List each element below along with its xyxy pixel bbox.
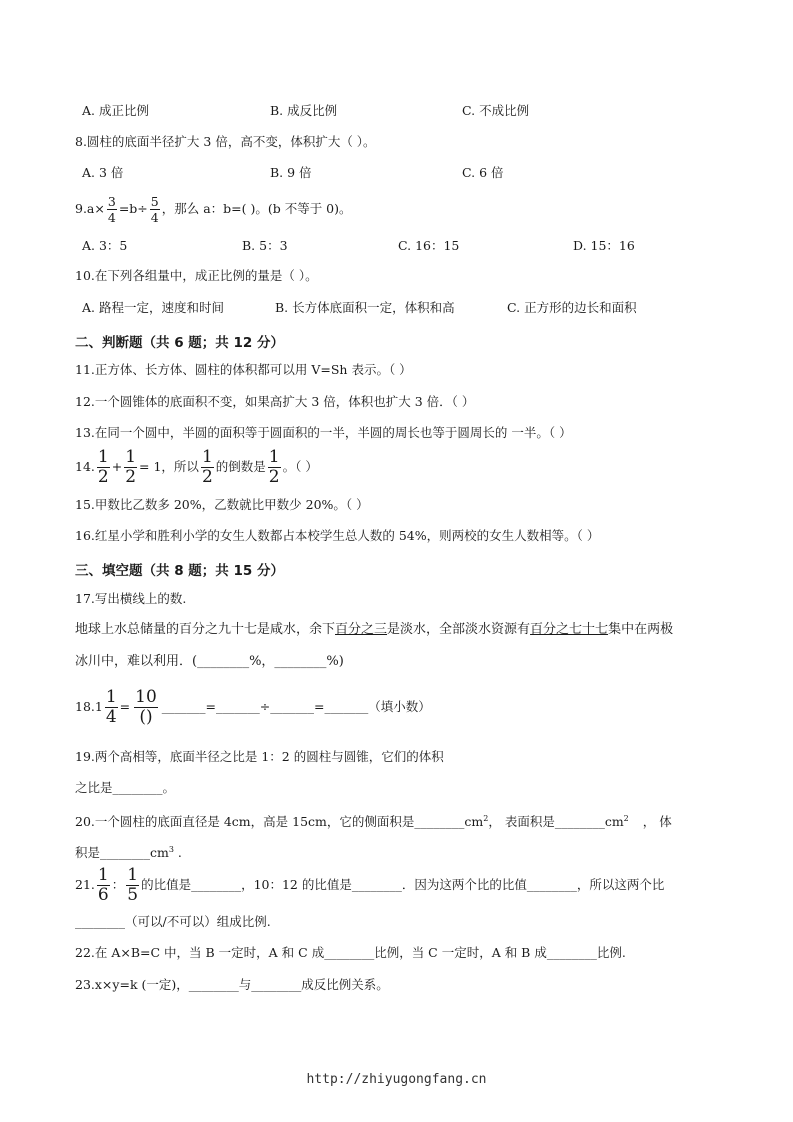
q18-f1-denominator: 4	[105, 707, 117, 727]
q9-option-d: D. 15：16	[573, 238, 635, 253]
q9-option-a: A. 3：5	[82, 238, 128, 253]
q8-option-b: B. 9 倍	[270, 165, 312, 180]
question-17-line-1	[75, 622, 673, 638]
q14-f1-denominator: 2	[97, 467, 109, 487]
q9-f1-denominator: 4	[107, 210, 116, 225]
question-17-line-2: 冰川中，难以利用．(________%，________%)	[75, 654, 344, 669]
q18-fraction-2	[134, 688, 158, 727]
question-19-line-2: 之比是________。	[75, 780, 176, 795]
q9-fraction-1	[107, 194, 117, 225]
q21-fraction-1	[97, 866, 110, 905]
q14-equals: = 1，所以	[139, 459, 199, 474]
q20-part-e: .	[173, 845, 182, 861]
q7-option-c: C. 不成比例	[462, 103, 530, 118]
q9-f2-denominator: 4	[150, 210, 159, 225]
q17-text-b: 是淡水，全部淡水资源有	[387, 622, 531, 637]
question-8: 8.圆柱的底面半径扩大 3 倍，高不变，体积扩大（ ）。	[75, 134, 376, 149]
q21-colon: ：	[111, 877, 125, 892]
q20-part-c: ， 体	[642, 814, 672, 830]
q14-f2-denominator: 2	[125, 467, 137, 487]
q17-text-a: 地球上水总储量的百分之九十七是咸水，余下	[75, 622, 336, 637]
q18-equals: =	[119, 699, 131, 714]
footer-url: http://zhiyugongfang.cn	[306, 1072, 487, 1087]
question-19-line-1: 19.两个高相等，底面半径之比是 1：2 的圆柱与圆锥，它们的体积	[75, 749, 444, 764]
section-3-heading: 三、填空题（共 8 题；共 15 分）	[75, 563, 284, 579]
q14-f3-numerator: 1	[201, 447, 213, 467]
question-18	[75, 683, 431, 731]
question-13: 13.在同一个圆中，半圆的面积等于圆面积的一半，半圆的周长也等于圆周长的 一半。（ ）	[75, 425, 572, 440]
section-2-heading: 二、判断题（共 6 题；共 12 分）	[75, 335, 284, 351]
q14-f2-numerator: 1	[125, 447, 137, 467]
q10-option-a: A. 路程一定，速度和时间	[82, 300, 224, 315]
q14-f4-denominator: 2	[268, 467, 280, 487]
q21-f2-numerator: 1	[127, 865, 139, 885]
q14-prefix: 14.	[75, 459, 95, 474]
q18-prefix: 18.1	[75, 699, 103, 714]
q17-underlined-2: 百分之七十七	[530, 622, 609, 637]
q9-option-c: C. 16：15	[398, 238, 460, 253]
question-20-line-2	[75, 842, 182, 861]
q20-part-b: ， 表面积是________cm	[488, 814, 624, 830]
question-15: 15.甲数比乙数多 20%，乙数就比甲数少 20%。（ ）	[75, 497, 369, 512]
q10-option-b: B. 长方体底面积一定，体积和高	[275, 300, 455, 315]
q18-f2-denominator: ()	[139, 707, 153, 727]
q10-option-c: C. 正方形的边长和面积	[507, 300, 637, 315]
q7-option-a: A. 成正比例	[82, 103, 149, 118]
q18-f1-numerator: 1	[105, 687, 117, 707]
q21-fraction-2	[126, 866, 139, 905]
q21-prefix: 21.	[75, 877, 95, 892]
q18-fraction-1	[105, 688, 118, 727]
question-9	[75, 192, 352, 226]
q9-mid: =b÷	[118, 201, 148, 216]
q14-f3-denominator: 2	[201, 467, 213, 487]
q9-option-b: B. 5：3	[242, 238, 288, 253]
q21-f1-numerator: 1	[97, 865, 109, 885]
q14-plus: +	[111, 459, 123, 474]
q9-f2-numerator: 5	[150, 194, 159, 209]
question-17-title: 17.写出横线上的数.	[75, 591, 187, 606]
question-20-line-1	[75, 811, 672, 830]
q21-f1-denominator: 6	[97, 885, 109, 905]
question-21-line-2: ________（可以/不可以）组成比例.	[75, 914, 271, 929]
q14-f4-numerator: 1	[268, 447, 280, 467]
q14-fraction-1	[97, 448, 110, 487]
q20-sup-3: 3	[168, 845, 174, 854]
question-14	[75, 446, 318, 488]
q7-option-b: B. 成反比例	[270, 103, 338, 118]
q20-sup-2: 2	[623, 814, 629, 823]
q21-f2-denominator: 5	[127, 885, 139, 905]
question-22: 22.在 A×B=C 中，当 B 一定时，A 和 C 成________比例，当 C 一定时，A 和 B 成________比例.	[75, 945, 626, 960]
q9-f1-numerator: 3	[107, 194, 116, 209]
question-12: 12.一个圆锥体的底面积不变，如果高扩大 3 倍，体积也扩大 3 倍．（ ）	[75, 394, 475, 409]
q20-part-a: 20.一个圆柱的底面直径是 4cm，高是 15cm，它的侧面积是________cm	[75, 814, 484, 830]
q8-option-a: A. 3 倍	[82, 165, 124, 180]
q17-underlined-1: 百分之三	[335, 622, 388, 637]
q18-f2-numerator: 10	[135, 687, 157, 707]
q14-fraction-4	[268, 448, 281, 487]
q9-prefix: 9.a×	[75, 201, 105, 216]
q14-f1-numerator: 1	[97, 447, 109, 467]
q14-suffix: 。（ ）	[282, 459, 318, 474]
question-23: 23.x×y=k (一定)，________与________成反比例关系。	[75, 977, 389, 992]
q14-mid: 的倒数是	[215, 459, 266, 474]
question-10: 10.在下列各组量中，成正比例的量是（ ）。	[75, 268, 318, 283]
q20-part-d: 积是________cm	[75, 845, 169, 861]
q20-sup-1: 2	[483, 814, 489, 823]
q14-fraction-2	[124, 448, 137, 487]
question-21-line-1	[75, 863, 664, 907]
q9-fraction-2	[150, 194, 160, 225]
q8-option-c: C. 6 倍	[462, 165, 504, 180]
question-16: 16.红星小学和胜利小学的女生人数都占本校学生总人数的 54%，则两校的女生人数相等。（ ）	[75, 528, 600, 543]
q17-text-c: 集中在两极	[608, 622, 674, 637]
q9-suffix: ，那么 a：b=( )。(b 不等于 0)。	[161, 201, 352, 216]
q14-fraction-3	[201, 448, 214, 487]
q21-text: 的比值是________，10：12 的比值是________．因为这两个比的比值________，所以这两个比	[141, 877, 665, 892]
question-11: 11.正方体、长方体、圆柱的体积都可以用 V=Sh 表示。（ ）	[75, 362, 412, 377]
q18-suffix: _______=_______÷_______=_______（填小数）	[161, 699, 431, 714]
